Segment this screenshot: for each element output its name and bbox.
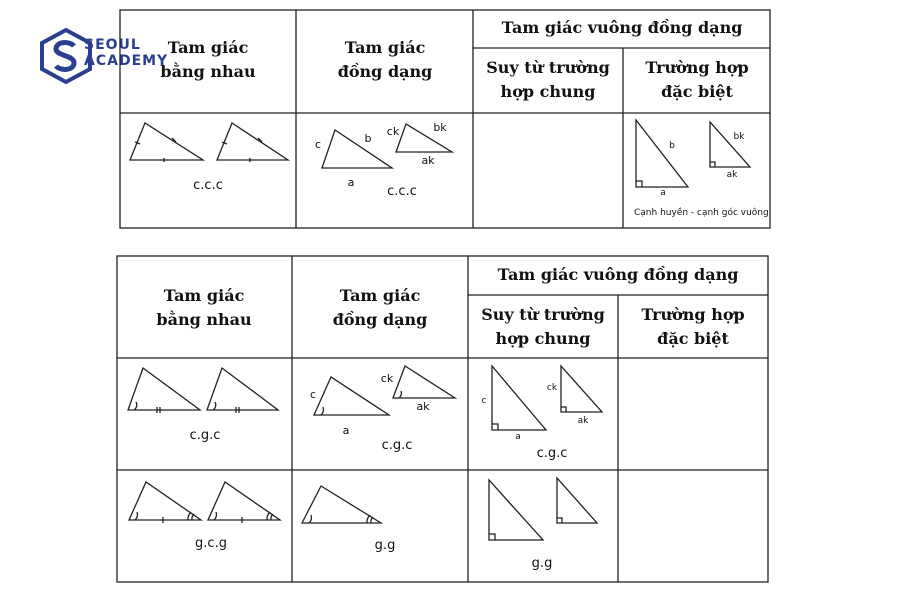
side-a-right-top: a [660, 188, 666, 198]
right-triangle-gg-small [557, 478, 597, 523]
side-bk: bk [433, 121, 447, 134]
triangle-cgc-similar-large [314, 377, 389, 415]
right-triangle-cgc-large [492, 366, 546, 430]
side-b-right-top: b [669, 141, 675, 151]
triangle-cgc-2 [207, 368, 278, 410]
label-cgc-right: c.g.c [536, 446, 568, 461]
side-ck: ck [386, 125, 400, 138]
header-equal-line2: bằng nhau [160, 62, 256, 81]
side-ak-2: ak [416, 400, 430, 413]
header2-special-line1: Trường hợp [641, 305, 745, 324]
label-gcg: g.c.g [195, 536, 227, 551]
right-triangle-cgc-small [561, 366, 602, 412]
side-bk-right-top: bk [733, 132, 745, 142]
side-c-2: c [309, 388, 317, 401]
label-gg: g.g [374, 538, 396, 553]
header2-special-line2: đặc biệt [657, 329, 729, 348]
triangle-ccc-1 [130, 123, 203, 160]
header2-right-group: Tam giác vuông đồng dạng [497, 265, 739, 284]
side-a: a [347, 176, 355, 189]
side-ak: ak [421, 154, 435, 167]
label-ccc-similar: c.c.c [387, 184, 417, 199]
side-c-right: c [481, 396, 487, 406]
triangle-cgc-1 [128, 368, 200, 410]
triangle-gcg-1 [129, 482, 201, 520]
side-b: b [364, 132, 372, 145]
header2-general-line2: hợp chung [495, 329, 591, 348]
right-triangle-large-top [636, 120, 688, 187]
side-ak-right: ak [577, 416, 589, 426]
label-gg-right: g.g [531, 556, 553, 571]
header2-general-line1: Suy từ trường [481, 305, 605, 324]
label-cgc-similar: c.g.c [381, 438, 413, 453]
triangle-similar-large [322, 130, 392, 168]
header2-equal-line1: Tam giác [163, 286, 245, 305]
label-ccc: c.c.c [193, 178, 223, 193]
right-triangle-gg-large [489, 480, 543, 540]
logo-line1: SEOUL [84, 37, 141, 53]
header2-similar-line1: Tam giác [339, 286, 421, 305]
right-triangle-small-top [710, 122, 750, 167]
header-equal-line1: Tam giác [167, 38, 249, 57]
side-ak-right-top: ak [726, 170, 738, 180]
triangle-cgc-similar-small [393, 366, 455, 398]
header2-equal-line2: bằng nhau [156, 310, 252, 329]
triangle-gg [302, 486, 381, 523]
header-special-line2: đặc biệt [661, 82, 733, 101]
triangle-ccc-2 [217, 123, 288, 160]
header-similar-line2: đồng dạng [337, 62, 433, 81]
label-cgc: c.g.c [189, 428, 221, 443]
header-similar-line1: Tam giác [344, 38, 426, 57]
side-ck-right: ck [546, 383, 558, 393]
triangle-gcg-2 [208, 482, 280, 520]
header-general-line2: hợp chung [500, 82, 596, 101]
side-ck-2: ck [380, 372, 394, 385]
header2-similar-line2: đồng dạng [332, 310, 428, 329]
side-a-2: a [342, 424, 350, 437]
special-caption: Cạnh huyền - cạnh góc vuông [634, 208, 769, 218]
header-special-line1: Trường hợp [645, 58, 749, 77]
logo-line2: ACADEMY [84, 53, 169, 69]
side-a-right: a [515, 432, 521, 442]
header-general-line1: Suy từ trường [486, 58, 610, 77]
side-c: c [314, 138, 322, 151]
header-right-group: Tam giác vuông đồng dạng [501, 18, 743, 37]
